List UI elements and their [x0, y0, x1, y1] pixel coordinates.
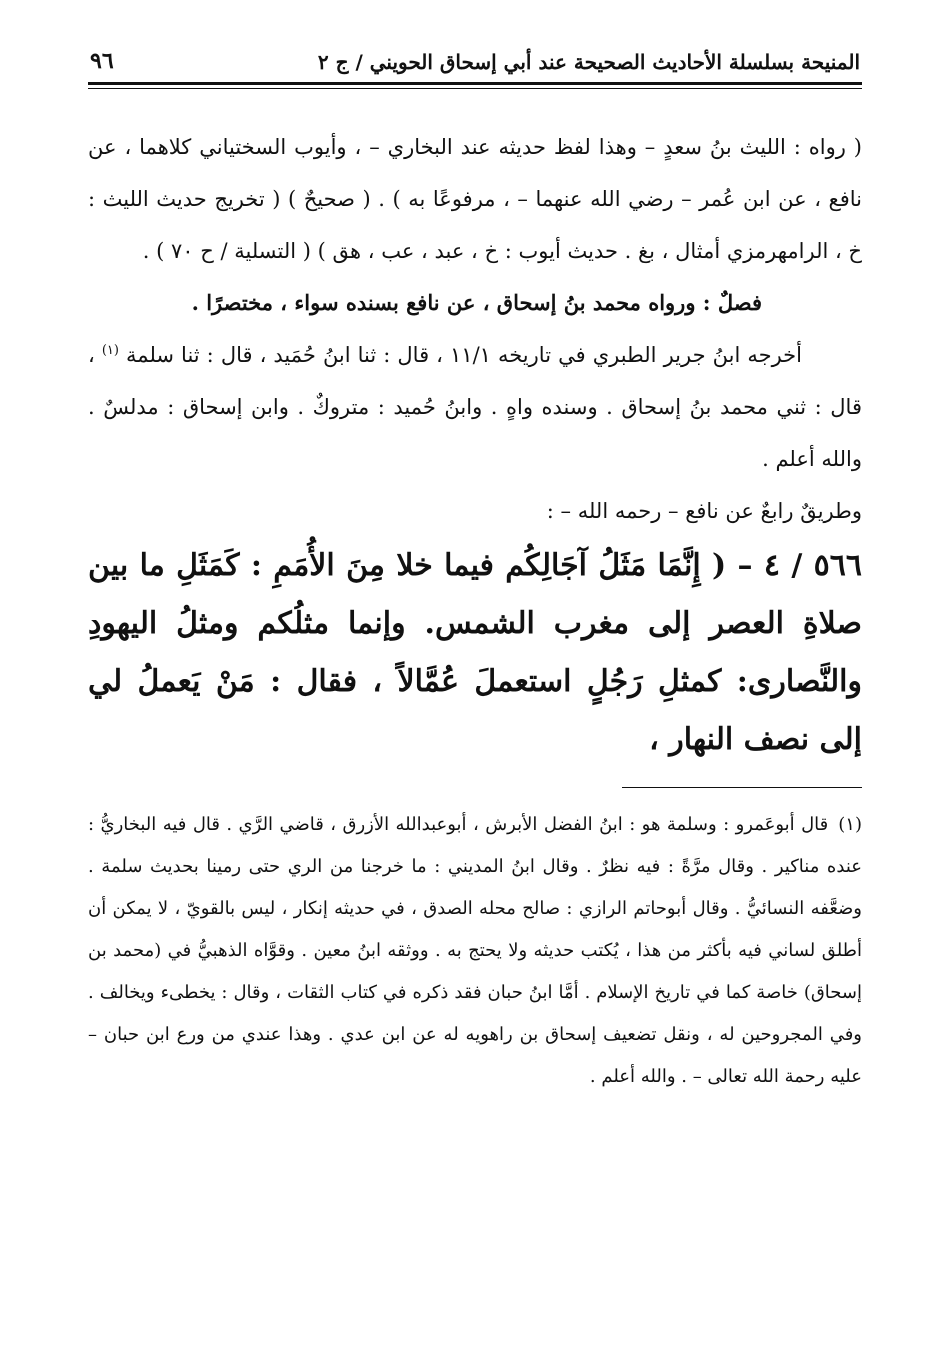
footnote-reference[interactable]: (١) [101, 343, 119, 358]
footnote [88, 804, 862, 1098]
paragraph-fasl: فصلٌ : ورواه محمد بنُ إسحاق ، عن نافع بسنده سواء ، مختصرًا . [191, 290, 762, 315]
takhrij-text-end: ، قال : ثني محمد بنُ إسحاق . وسنده واهٍ . وابنُ حُميد : متروكٌ . وابن إسحاق : مدلسٌ . والله أعلم . [88, 343, 862, 471]
page-number: ٩٦ [90, 48, 114, 74]
running-header [88, 30, 862, 74]
takhrij-text-start: أخرجه ابنُ جرير الطبري في تاريخه ١١/١ ، قال : ثنا ابنُ حُمَيد ، قال : ثنا سلمة [126, 343, 802, 367]
paragraph-takhrij [88, 329, 862, 485]
paragraph-tariq: وطريقٌ رابعٌ عن نافع – رحمه الله – : [546, 499, 862, 523]
running-title: المنيحة بسلسلة الأحاديث الصحيحة عند أبي إسحاق الحويني / ج ٢ [317, 50, 860, 74]
body-text [88, 121, 862, 769]
header-rule [88, 82, 862, 89]
footnote-rule [622, 787, 862, 788]
footnote-marker: (١) [838, 814, 862, 835]
hadith-text: ٥٦٦ / ٤ – ( إِنَّمَا مَثَلُ آجَالِكُم فيما خلا مِنَ الأُمَمِ : كَمَثَلِ ما بين صلاةِ العصر إلى مغرب الشمس. وإنما مثلُكم ومثلُ اليهودِ والنَّصارى: كمثلِ رَجُلٍ استعملَ عُمَّالاً ، فقال : مَنْ يَعملُ لي إلى نصف النهار ، [88, 548, 862, 757]
footnote-text: قال أبوعَمرو : وسلمة هو : ابنُ الفضل الأبرش ، أبوعبدالله الأزرق ، قاضي الرَّي . قال فيه البخاريُّ : عنده مناكير . وقال مرَّةً : فيه نظرٌ . وقال ابنُ المديني : ما خرجنا من الري حتى رمينا بحديث سلمة . وضعَّفه النسائيُّ . وقال أبوحاتم الرازي : صالح محله الصدق ، في حديثه إنكار ، ليس بالقويّ ، لا يمكن أن أطلق لساني فيه بأكثر من هذا ، يُكتب حديثه ولا يحتج به . ووثقه ابنُ معين . وقوَّاه الذهبيُّ في (محمد بن إسحاق) خاصة كما في تاريخ الإسلام . أمَّا ابنُ حبان فقد ذكره في كتاب الثقات ، وقال : يخطىء ويخالف . وفي المجروحين له ، ونقل تضعيف إسحاق بن راهويه له عن ابن عدي . وهذا عندي من ورع ابن حبان – عليه رحمة الله تعالى – . والله أعلم . [88, 814, 862, 1087]
paragraph-riwayah: ( رواه : الليث بنُ سعدٍ – وهذا لفظ حديثه عند البخاري – ، وأيوب السختياني كلاهما ، عن نافع ، عن ابن عُمر – رضي الله عنهما – ، مرفوعًا به ) . ( صحيحٌ ) ( تخريج حديث الليث : خ ، الرامهرمزي أمثال ، بغ . حديث أيوب : خ ، عبد ، عب ، هق ) ( التسلية / ح ٧٠ ) . [88, 135, 862, 263]
document-page [88, 30, 862, 1320]
